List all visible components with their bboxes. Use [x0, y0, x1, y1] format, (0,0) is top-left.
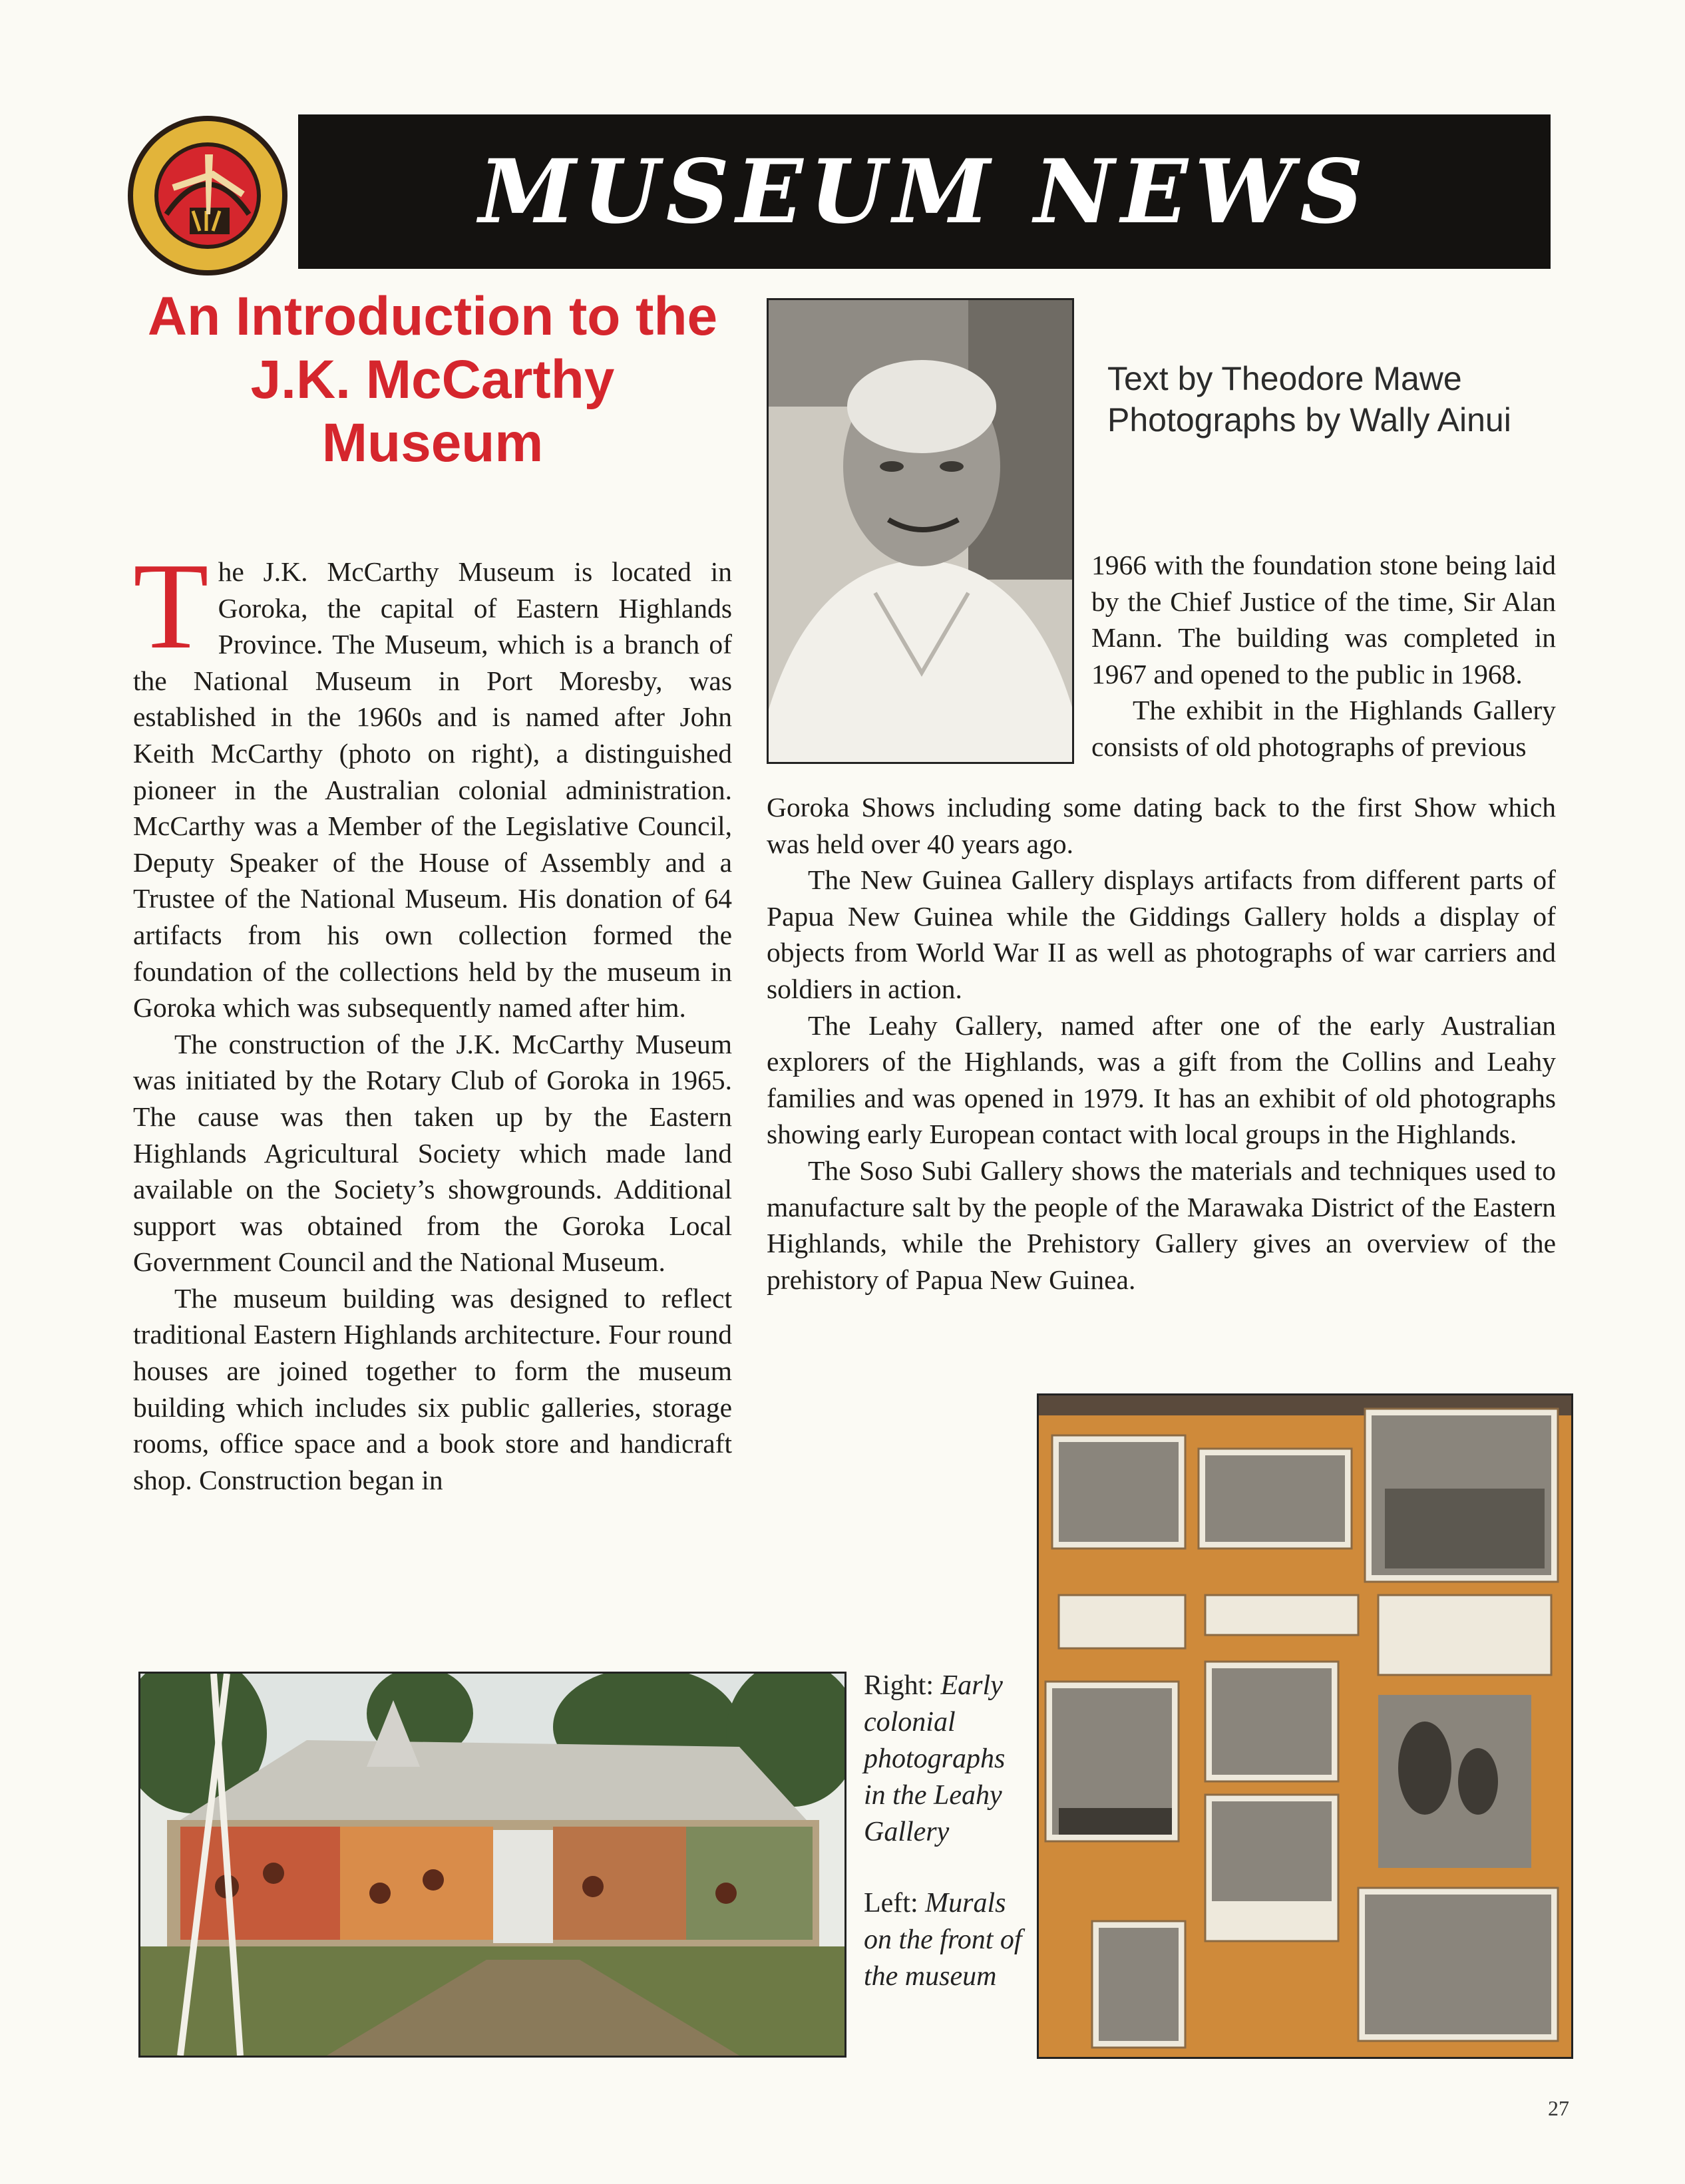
page-number: 27 — [1548, 2096, 1569, 2120]
paragraph-leahy-gallery: The Leahy Gallery, named after one of the early Australian explorers of the Highlands, was a gift from the Collins and Leahy families and was opened in 1979. It has an exhibit of old photographs showing early European contact with local groups in the Highlands. — [767, 1009, 1556, 1150]
paragraph-highlands-gallery-end: Goroka Shows including some dating back to the first Show which was held over 40 years ago. — [767, 792, 1556, 859]
caption-left-text: Murals on the front of the museum — [864, 1888, 1022, 1992]
caption-right-photo — [864, 1668, 1024, 1851]
paragraph-new-guinea-gallery: The New Guinea Gallery displays artifacts from different parts of Papua New Guinea while the Giddings Gallery holds a display of objects from World War II as well as photographs of war carriers and soldiers in action. — [767, 864, 1556, 1004]
mccarthy-portrait-photo — [767, 298, 1074, 764]
caption-left-label: Left: — [864, 1888, 918, 1918]
right-column-top — [1091, 547, 1556, 765]
paragraph-continued: 1966 with the foundation stone being laid by the Chief Justice of the time, Sir Alan Mann. The building was completed in 1967 and opened to the public in 1968. — [1091, 550, 1556, 689]
photo-credit: Photographs by Wally Ainui — [1107, 401, 1511, 439]
paragraph-soso-subi-gallery: The Soso Subi Gallery shows the materials and techniques used to manufacture salt by the people of the Marawaka District of the Eastern Highlands, while the Prehistory Gallery gives an overview of the prehistory of Papua New Guinea. — [767, 1155, 1556, 1295]
photo-captions — [864, 1668, 1024, 2030]
paragraph-intro — [133, 538, 732, 1026]
title-line-2: J.K. McCarthy — [250, 349, 615, 410]
museum-logo — [126, 114, 289, 277]
leahy-gallery-photo — [1037, 1393, 1573, 2059]
museum-murals-photo — [138, 1672, 846, 2058]
paragraph-highlands-gallery-start: The exhibit in the Highlands Gallery consists of old photographs of previous — [1091, 695, 1556, 762]
title-line-1: An Introduction to the — [147, 286, 718, 347]
credits — [1107, 358, 1573, 441]
banner-title: MUSEUM NEWS — [478, 140, 1370, 244]
drop-cap: T — [133, 538, 209, 675]
caption-left-photo — [864, 1885, 1024, 1995]
left-column — [133, 538, 732, 1498]
right-column — [767, 789, 1556, 1298]
title-line-3: Museum — [321, 413, 544, 473]
caption-right-label: Right: — [864, 1670, 934, 1701]
caption-right-text: Early colonial photographs in the Leahy Gallery — [864, 1670, 1006, 1847]
paragraph-building: The museum building was designed to reflect traditional Eastern Highlands architecture. Four round houses are joined together to form the museum building which includes six public galleries, storage rooms, office space and a book store and handicraft shop. Construction began in — [133, 1282, 732, 1495]
museum-news-banner — [298, 114, 1551, 269]
paragraph-intro-text: he J.K. McCarthy Museum is located in Goroka, the capital of Eastern Highlands Province. The Museum, which is a branch of the National Museum in Port Moresby, was established in the 1960s and is named after John Keith McCarthy (photo on right), a distinguished pioneer in the Australian colonial administration. McCarthy was a Member of the Legislative Council, Deputy Speaker of the House of Assembly and a Trustee of the National Museum. His donation of 64 artifacts from his own collection formed the foundation of the collections held by the museum in Goroka which was subsequently named after him. — [133, 556, 732, 1023]
text-credit: Text by Theodore Mawe — [1107, 360, 1462, 397]
paragraph-construction: The construction of the J.K. McCarthy Museum was initiated by the Rotary Club of Goroka in 1965. The cause was then taken up by the Eastern Highlands Agricultural Society which made land available on the Society’s showgrounds. Additional support was obtained from the Goroka Local Government Council and the National Museum. — [133, 1028, 732, 1278]
article-title — [133, 285, 732, 474]
